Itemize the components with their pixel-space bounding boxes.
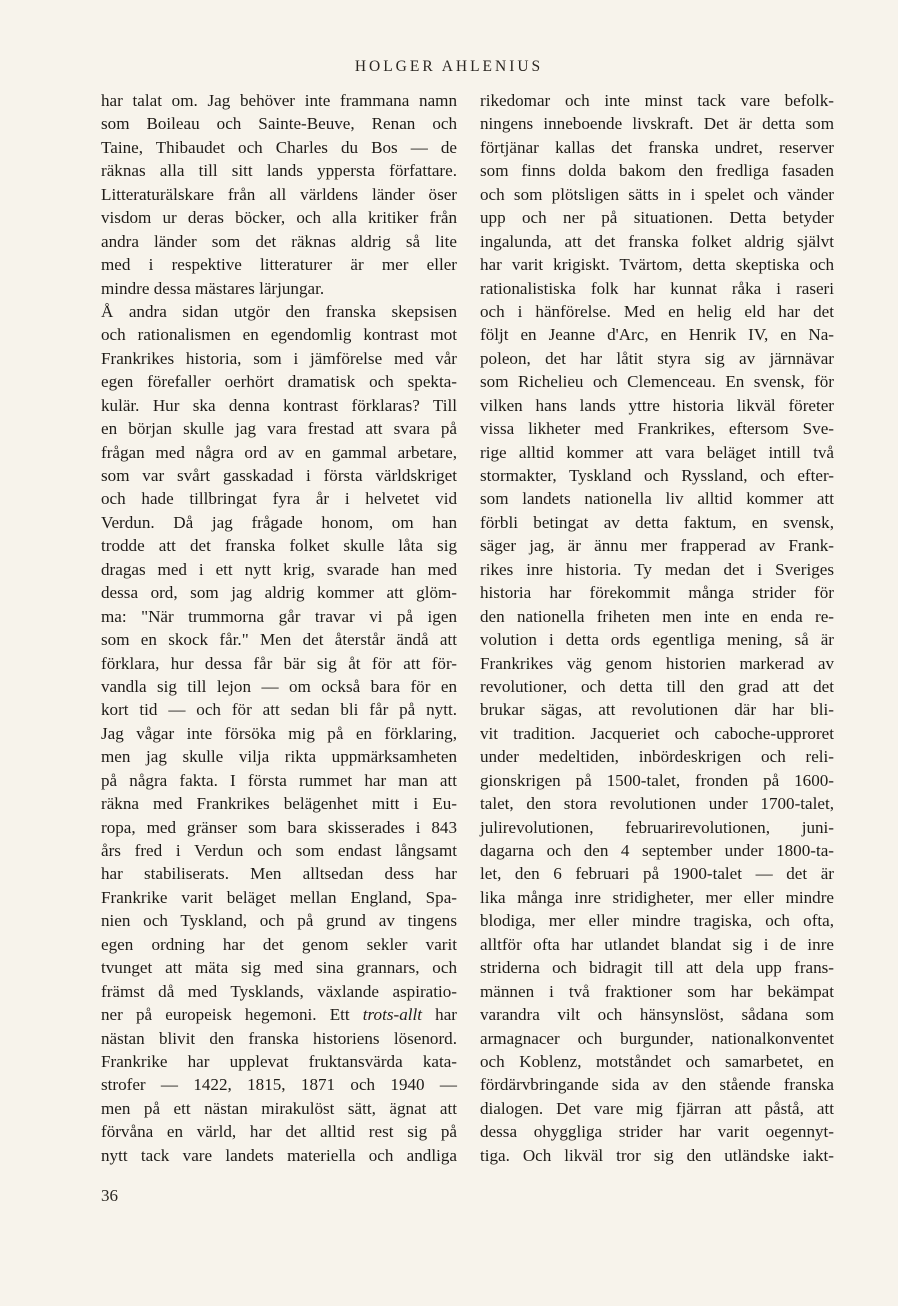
text-line: på några fakta. I första rummet har man att [101, 770, 457, 790]
text-line: rige alltid kommer att vara beläget intill två [480, 442, 834, 462]
text-line: som Boileau och Sainte-Beuve, Renan och [101, 114, 457, 134]
text-line: blodiga, mer eller mindre tragiska, och ofta, [480, 911, 834, 931]
text-line: fördärvbringande sida av den stående franska [480, 1075, 834, 1095]
left-column [101, 89, 457, 1167]
text-line: ner på europeisk hegemoni. Ett trots-allt har [101, 1005, 457, 1025]
text-line: främst då med Tysklands, växlande aspiratio- [101, 981, 457, 1001]
text-line: följt en Jeanne d'Arc, en Henrik IV, en Na- [480, 325, 834, 345]
text-line: vilken hans lands yttre historia likväl företer [480, 395, 834, 415]
text-line: Frankrikes historia, som i jämförelse med vår [101, 348, 457, 368]
text-line: under medeltiden, inbördeskrigen och reli- [480, 747, 834, 767]
text-line: ma: "När trummorna går travar vi på igen [101, 606, 457, 626]
text-line: ingalunda, att det franska folket aldrig självt [480, 231, 834, 251]
text-line: Frankrikes väg genom historien markerad av [480, 653, 834, 673]
text-line: tiga. Och likväl tror sig den utländske iakt- [480, 1145, 834, 1165]
text-line: Litteraturälskare från all världens länder öser [101, 184, 457, 204]
text-line: vit tradition. Jacqueriet och caboche-upproret [480, 723, 834, 743]
text-line: frågan med några ord av en gammal arbetare, [101, 442, 457, 462]
text-line: har stabiliserats. Men alltsedan dess har [101, 864, 457, 884]
page-number: 36 [101, 1186, 118, 1205]
text-line: stormakter, Tyskland och Ryssland, och efter- [480, 466, 834, 485]
text-line: andra länder som det räknas aldrig så lite [101, 231, 457, 251]
text-line: har varit krigiskt. Tvärtom, detta skeptiska och [480, 255, 834, 275]
text-line: som Richelieu och Clemenceau. En svensk, för [480, 372, 834, 392]
text-line: Frankrike har upplevat fruktansvärda kata- [101, 1051, 457, 1071]
text-line: dessa ohyggliga strider har varit oegennyt- [480, 1122, 834, 1142]
text-line: historia har förekommit många strider för [480, 583, 834, 603]
text-line: nien och Tyskland, och på grund av tingens [101, 911, 457, 931]
text-line: talet, den stora revolutionen under 1700-talet, [480, 794, 834, 814]
text-line: volution i detta ords egentliga mening, så är [480, 630, 834, 650]
text-line: dagarna och den 4 september under 1800-ta- [480, 841, 834, 860]
italic-term: trots-allt [349, 1005, 422, 1025]
text-line: Jag vågar inte försöka mig på en förklaring, [101, 723, 457, 743]
text-line: förtjänar kallas det franska undret, reserver [480, 137, 834, 157]
text-line: varandra vilt och hänsynslöst, sådana som [480, 1005, 834, 1025]
text-line: vissa likheter med Frankrikes, eftersom Sve- [480, 419, 834, 439]
text-line: men på ett nästan mirakulöst sätt, ägnat att [101, 1098, 457, 1118]
text-line: Verdun. Då jag frågade honom, om han [101, 512, 457, 532]
text-line: en början skulle jag vara frestad att svara på [101, 419, 457, 439]
right-column [480, 89, 834, 1167]
text-line: Frankrike varit beläget mellan England, Spa- [101, 887, 457, 907]
text-line: dessa ord, som jag aldrig kommer att glöm- [101, 583, 457, 603]
text-line: men jag skulle vilja rikta uppmärksamheten [101, 747, 457, 767]
text-line: armagnacer och burgunder, nationalkonventet [480, 1028, 834, 1048]
text-line: förbli betingat av detta faktum, en svensk, [480, 512, 834, 532]
text-line: förvåna en värld, har det alltid rest sig på [101, 1122, 457, 1142]
text-line: strofer — 1422, 1815, 1871 och 1940 — [101, 1075, 457, 1095]
text-line: säger jag, är ännu mer frapperad av Frank- [480, 536, 834, 556]
text-line: och i hänförelse. Med en helig eld har det [480, 301, 834, 321]
text-line: egen ordning har det genom sekler varit [101, 934, 457, 954]
text-line: som var svårt gasskadad i första världskriget [101, 466, 457, 485]
text-line: poleon, det har låtit styra sig av järnnävar [480, 348, 834, 368]
text-line: ropa, med gränser som bara skisserades i 843 [101, 817, 457, 837]
text-line: revolutioner, och detta till den grad att det [480, 676, 834, 696]
text-line: räknas alla till sitt lands yppersta författare. [101, 161, 457, 181]
text-line: alltför ofta har utlandet blandat sig i de inre [480, 934, 834, 954]
text-line: julirevolutionen, februarirevolutionen, juni- [480, 817, 834, 837]
text-line: har talat om. Jag behöver inte frammana namn [101, 91, 457, 110]
text-line: vandla sig till lejon — om också bara för en [101, 676, 457, 696]
text-line: brukar sägas, att revolutionen där har bli- [480, 700, 834, 720]
text-line: rikedomar och inte minst tack vare befolk- [480, 91, 834, 110]
text-line: dragas med i ett nytt krig, svarade han med [101, 559, 457, 579]
text-line: dialogen. Det vare mig fjärran att påstå, att [480, 1098, 834, 1118]
text-line: ningens inneboende livskraft. Det är detta som [480, 114, 834, 134]
text-line: lika många inre stridigheter, mer eller mindre [480, 887, 834, 907]
text-line: trodde att det franska folket skulle låta sig [101, 536, 457, 556]
text-line: och rationalismen en egendomlig kontrast mot [101, 325, 457, 345]
text-line: Taine, Thibaudet och Charles du Bos — de [101, 137, 457, 157]
text-line: som en skock får." Men det återstår ändå att [101, 630, 457, 650]
text-line: förklara, hur dessa får bär sig åt för att för- [101, 653, 457, 673]
text-line: rikes inre historia. Ty medan det i Sveriges [480, 559, 834, 579]
text-line: tvunget att mäta sig med sina grannars, och [101, 958, 457, 978]
italic-term-suffix: har [422, 1005, 457, 1025]
text-line: den nationella friheten men inte en enda re- [480, 606, 834, 626]
text-line: upp och ner på situationen. Detta betyder [480, 208, 834, 228]
text-line: kulär. Hur ska denna kontrast förklaras? Till [101, 395, 457, 415]
text-line: egen förefaller oerhört dramatisk och spekta- [101, 372, 457, 392]
text-line: års fred i Verdun och som endast långsamt [101, 841, 457, 860]
text-line: visdom ur deras böcker, och alla kritiker från [101, 208, 457, 228]
text-line: och hade tillbringat fyra år i helvetet vid [101, 489, 457, 509]
text-line: räkna med Frankrikes belägenhet mitt i Eu- [101, 794, 457, 814]
text-line: gionskrigen på 1500-talet, fronden på 1600- [480, 770, 834, 790]
running-head: HOLGER AHLENIUS [354, 58, 544, 75]
text-line: let, den 6 februari på 1900-talet — det är [480, 864, 834, 884]
text-line: som landets nationella liv alltid kommer att [480, 489, 834, 509]
text-line: mindre dessa mästares lärjungar. [101, 278, 325, 298]
text-line: Å andra sidan utgör den franska skepsisen [101, 301, 457, 321]
text-line: rationalistiska folk har kunnat råka i raseri [480, 278, 834, 298]
text-line: som finns dolda bakom den fredliga fasaden [480, 161, 834, 181]
text-line: nytt tack vare landets materiella och andliga [101, 1145, 457, 1165]
text-line: kort tid — och för att sedan bli får på nytt. [101, 700, 457, 720]
text-line: männen i två fraktioner som har bekämpat [480, 981, 834, 1001]
text-line: och Koblenz, motståndet och samarbetet, en [480, 1051, 834, 1071]
text-line: nästan blivit den franska historiens lösenord. [101, 1028, 457, 1048]
text-line: med i respektive litteraturer är mer eller [101, 255, 457, 275]
text-line: och som plötsligen sätts in i spelet och vänder [480, 184, 834, 204]
text-line: striderna och bidragit till att dela upp frans- [480, 958, 834, 978]
